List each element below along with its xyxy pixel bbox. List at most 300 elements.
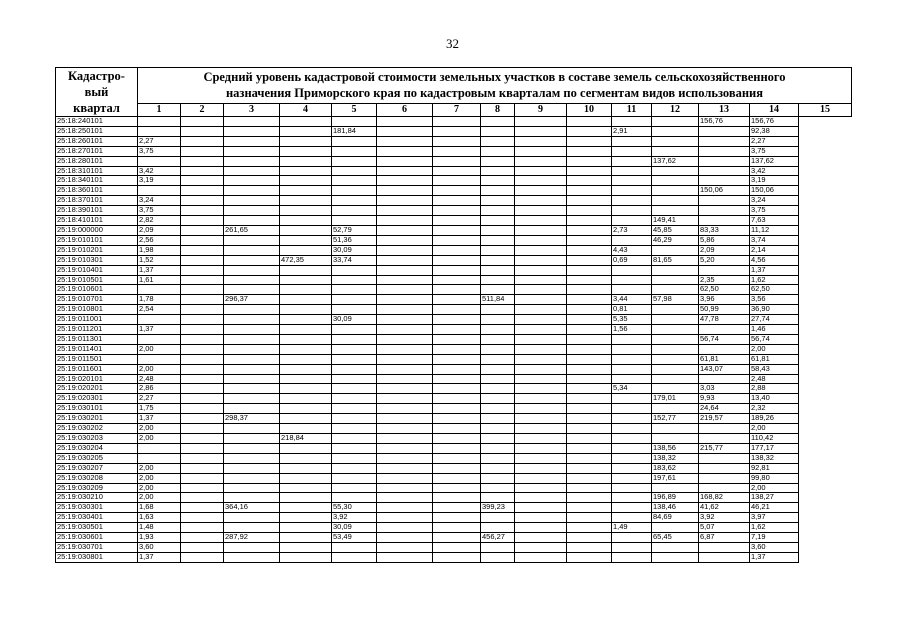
value-cell: 62,50: [750, 285, 799, 295]
value-cell: [332, 493, 377, 503]
value-cell: 2,86: [138, 384, 181, 394]
value-cell: [652, 275, 699, 285]
value-cell: [332, 186, 377, 196]
value-cell: [699, 473, 750, 483]
quarter-code-cell: 25:19:030401: [56, 513, 138, 523]
value-cell: 56,74: [750, 334, 799, 344]
value-cell: 0,69: [612, 255, 652, 265]
value-cell: [377, 552, 433, 562]
value-cell: [433, 443, 481, 453]
value-cell: [224, 275, 280, 285]
value-cell: [567, 384, 612, 394]
value-cell: [224, 255, 280, 265]
value-cell: [699, 463, 750, 473]
value-cell: [652, 245, 699, 255]
value-cell: [181, 334, 224, 344]
table-row: [56, 136, 852, 146]
value-cell: [567, 503, 612, 513]
value-cell: [433, 453, 481, 463]
value-cell: [567, 315, 612, 325]
value-cell: [481, 176, 515, 186]
value-cell: [481, 443, 515, 453]
value-cell: [612, 394, 652, 404]
value-cell: [481, 265, 515, 275]
value-cell: [433, 364, 481, 374]
value-cell: [433, 463, 481, 473]
value-cell: [612, 533, 652, 543]
value-cell: [280, 374, 332, 384]
value-cell: [332, 394, 377, 404]
value-cell: 9,93: [699, 394, 750, 404]
value-cell: [332, 344, 377, 354]
value-cell: [612, 503, 652, 513]
value-cell: [699, 166, 750, 176]
value-cell: 138,32: [652, 453, 699, 463]
value-cell: 456,27: [481, 533, 515, 543]
value-cell: [652, 523, 699, 533]
value-cell: [612, 542, 652, 552]
value-cell: 1,48: [138, 523, 181, 533]
quarter-code-cell: 25:19:030501: [56, 523, 138, 533]
value-cell: [332, 453, 377, 463]
value-cell: 3,19: [750, 176, 799, 186]
value-cell: [699, 325, 750, 335]
value-cell: 138,46: [652, 503, 699, 513]
value-cell: [280, 493, 332, 503]
value-cell: [567, 146, 612, 156]
value-cell: [481, 542, 515, 552]
table-row: [56, 542, 852, 552]
table-row: [56, 493, 852, 503]
value-cell: 56,74: [699, 334, 750, 344]
table-row: [56, 225, 852, 235]
quarter-code-cell: 25:19:030601: [56, 533, 138, 543]
value-cell: [612, 493, 652, 503]
value-cell: [515, 394, 567, 404]
value-cell: [515, 384, 567, 394]
value-cell: [181, 166, 224, 176]
value-cell: [612, 344, 652, 354]
value-cell: [224, 404, 280, 414]
column-number-1: 1: [138, 103, 181, 116]
value-cell: 183,62: [652, 463, 699, 473]
value-cell: [224, 245, 280, 255]
value-cell: [481, 414, 515, 424]
value-cell: 149,41: [652, 216, 699, 226]
value-cell: 298,37: [224, 414, 280, 424]
quarter-code-cell: 25:19:030201: [56, 414, 138, 424]
value-cell: 2,00: [138, 424, 181, 434]
value-cell: [433, 126, 481, 136]
value-cell: [377, 364, 433, 374]
value-cell: [332, 285, 377, 295]
value-cell: 2,00: [750, 483, 799, 493]
value-cell: [567, 245, 612, 255]
column-number-9: 9: [515, 103, 567, 116]
table-row: [56, 126, 852, 136]
value-cell: [332, 463, 377, 473]
quarter-code-cell: 25:19:030208: [56, 473, 138, 483]
quarter-code-cell: 25:19:011301: [56, 334, 138, 344]
value-cell: [481, 225, 515, 235]
value-cell: [224, 394, 280, 404]
value-cell: [567, 364, 612, 374]
value-cell: 11,12: [750, 225, 799, 235]
value-cell: [280, 245, 332, 255]
value-cell: [652, 126, 699, 136]
value-cell: [612, 146, 652, 156]
value-cell: [567, 443, 612, 453]
value-cell: 30,09: [332, 523, 377, 533]
column-number-6: 6: [377, 103, 433, 116]
value-cell: [181, 384, 224, 394]
quarter-code-cell: 25:19:010501: [56, 275, 138, 285]
value-cell: [280, 552, 332, 562]
value-cell: 2,54: [138, 305, 181, 315]
value-cell: [224, 305, 280, 315]
value-cell: 138,27: [750, 493, 799, 503]
table-row: [56, 513, 852, 523]
value-cell: [567, 295, 612, 305]
value-cell: [612, 414, 652, 424]
value-cell: 5,20: [699, 255, 750, 265]
quarter-code-cell: 25:19:030205: [56, 453, 138, 463]
value-cell: [481, 235, 515, 245]
value-cell: [515, 146, 567, 156]
value-cell: [515, 325, 567, 335]
value-cell: [612, 206, 652, 216]
table-row: [56, 245, 852, 255]
table-row: [56, 463, 852, 473]
value-cell: [652, 136, 699, 146]
cadastral-value-table: [55, 67, 852, 563]
value-cell: [699, 156, 750, 166]
value-cell: [224, 315, 280, 325]
value-cell: 1,52: [138, 255, 181, 265]
value-cell: 143,07: [699, 364, 750, 374]
value-cell: 50,99: [699, 305, 750, 315]
table-row: [56, 384, 852, 394]
value-cell: [567, 533, 612, 543]
value-cell: [280, 325, 332, 335]
value-cell: [567, 325, 612, 335]
column-number-14: 14: [750, 103, 799, 116]
table-row: [56, 394, 852, 404]
value-cell: [515, 225, 567, 235]
value-cell: 0,81: [612, 305, 652, 315]
value-cell: [377, 414, 433, 424]
value-cell: [515, 295, 567, 305]
value-cell: [612, 354, 652, 364]
table-row: [56, 216, 852, 226]
column-number-5: 5: [332, 103, 377, 116]
value-cell: 1,78: [138, 295, 181, 305]
value-cell: [433, 552, 481, 562]
table-row: [56, 235, 852, 245]
value-cell: [138, 453, 181, 463]
value-cell: [567, 196, 612, 206]
value-cell: [652, 404, 699, 414]
value-cell: 177,17: [750, 443, 799, 453]
value-cell: 58,43: [750, 364, 799, 374]
value-cell: [481, 473, 515, 483]
value-cell: [181, 305, 224, 315]
value-cell: [652, 344, 699, 354]
value-cell: [481, 364, 515, 374]
value-cell: [377, 275, 433, 285]
value-cell: [567, 424, 612, 434]
column-number-4: 4: [280, 103, 332, 116]
value-cell: [515, 176, 567, 186]
value-cell: 84,69: [652, 513, 699, 523]
value-cell: [481, 552, 515, 562]
value-cell: 2,82: [138, 216, 181, 226]
table-row: [56, 414, 852, 424]
value-cell: [377, 325, 433, 335]
value-cell: [567, 493, 612, 503]
value-cell: [567, 552, 612, 562]
value-cell: 138,56: [652, 443, 699, 453]
value-cell: 1,98: [138, 245, 181, 255]
value-cell: 33,74: [332, 255, 377, 265]
value-cell: [481, 334, 515, 344]
value-cell: [377, 136, 433, 146]
quarter-code-cell: 25:18:310101: [56, 166, 138, 176]
value-cell: [612, 453, 652, 463]
column-number-3: 3: [224, 103, 280, 116]
value-cell: 6,87: [699, 533, 750, 543]
value-cell: [567, 126, 612, 136]
value-cell: [567, 186, 612, 196]
value-cell: 46,29: [652, 235, 699, 245]
value-cell: 152,77: [652, 414, 699, 424]
value-cell: [224, 196, 280, 206]
value-cell: [332, 354, 377, 364]
value-cell: [280, 533, 332, 543]
value-cell: 2,88: [750, 384, 799, 394]
value-cell: [515, 503, 567, 513]
quarter-code-cell: 25:18:260101: [56, 136, 138, 146]
quarter-code-cell: 25:19:030301: [56, 503, 138, 513]
value-cell: [280, 295, 332, 305]
table-row: [56, 275, 852, 285]
value-cell: [612, 275, 652, 285]
value-cell: 30,09: [332, 315, 377, 325]
value-cell: [138, 443, 181, 453]
value-cell: [224, 265, 280, 275]
value-cell: [433, 265, 481, 275]
value-cell: [181, 552, 224, 562]
value-cell: 3,24: [750, 196, 799, 206]
value-cell: [377, 255, 433, 265]
value-cell: 179,01: [652, 394, 699, 404]
value-cell: 30,09: [332, 245, 377, 255]
value-cell: [699, 552, 750, 562]
value-cell: [567, 542, 612, 552]
value-cell: [567, 265, 612, 275]
value-cell: 110,42: [750, 434, 799, 444]
value-cell: [280, 166, 332, 176]
value-cell: [377, 235, 433, 245]
value-cell: [181, 117, 224, 127]
value-cell: [433, 334, 481, 344]
value-cell: 61,81: [699, 354, 750, 364]
value-cell: 1,37: [750, 552, 799, 562]
value-cell: [612, 513, 652, 523]
table-row: [56, 552, 852, 562]
value-cell: [699, 136, 750, 146]
value-cell: [481, 315, 515, 325]
value-cell: [224, 443, 280, 453]
value-cell: 287,92: [224, 533, 280, 543]
value-cell: [138, 156, 181, 166]
table-row: [56, 453, 852, 463]
value-cell: [515, 374, 567, 384]
value-cell: [280, 453, 332, 463]
value-cell: [377, 394, 433, 404]
value-cell: 3,19: [138, 176, 181, 186]
value-cell: 1,46: [750, 325, 799, 335]
value-cell: [280, 384, 332, 394]
value-cell: [280, 126, 332, 136]
value-cell: 92,81: [750, 463, 799, 473]
quarter-code-cell: 25:19:010601: [56, 285, 138, 295]
value-cell: [377, 404, 433, 414]
value-cell: [515, 315, 567, 325]
value-cell: 2,00: [750, 424, 799, 434]
value-cell: [280, 285, 332, 295]
value-cell: 62,50: [699, 285, 750, 295]
value-cell: [652, 206, 699, 216]
value-cell: [612, 166, 652, 176]
value-cell: [181, 493, 224, 503]
value-cell: 511,84: [481, 295, 515, 305]
value-cell: [515, 196, 567, 206]
value-cell: 156,76: [750, 117, 799, 127]
value-cell: [567, 483, 612, 493]
value-cell: 46,21: [750, 503, 799, 513]
value-cell: [612, 216, 652, 226]
value-cell: [515, 533, 567, 543]
value-cell: 1,61: [138, 275, 181, 285]
value-cell: [181, 513, 224, 523]
value-cell: [280, 473, 332, 483]
page-number: 32: [446, 36, 459, 51]
value-cell: [377, 146, 433, 156]
value-cell: 24,64: [699, 404, 750, 414]
value-cell: [652, 117, 699, 127]
value-cell: [280, 206, 332, 216]
value-cell: [332, 473, 377, 483]
value-cell: [224, 354, 280, 364]
value-cell: [181, 225, 224, 235]
value-cell: 1,37: [138, 265, 181, 275]
value-cell: [181, 245, 224, 255]
value-cell: [433, 275, 481, 285]
value-cell: 1,37: [138, 552, 181, 562]
value-cell: 92,38: [750, 126, 799, 136]
value-cell: 3,60: [750, 542, 799, 552]
value-cell: [481, 325, 515, 335]
value-cell: [377, 542, 433, 552]
value-cell: [652, 285, 699, 295]
value-cell: [224, 206, 280, 216]
value-cell: [332, 443, 377, 453]
value-cell: [224, 463, 280, 473]
column-number-15: 15: [799, 103, 852, 116]
value-cell: [224, 156, 280, 166]
value-cell: [377, 186, 433, 196]
value-cell: [699, 483, 750, 493]
value-cell: [332, 275, 377, 285]
value-cell: [433, 285, 481, 295]
table-body: [56, 117, 852, 563]
value-cell: 137,62: [652, 156, 699, 166]
value-cell: [515, 483, 567, 493]
value-cell: [612, 483, 652, 493]
value-cell: 1,37: [138, 414, 181, 424]
value-cell: [433, 483, 481, 493]
value-cell: [567, 453, 612, 463]
quarter-code-cell: 25:18:250101: [56, 126, 138, 136]
value-cell: [138, 126, 181, 136]
value-cell: [181, 176, 224, 186]
value-cell: [652, 542, 699, 552]
value-cell: [224, 552, 280, 562]
value-cell: [181, 265, 224, 275]
value-cell: [377, 196, 433, 206]
value-cell: [612, 374, 652, 384]
value-cell: [515, 364, 567, 374]
value-cell: 2,00: [138, 364, 181, 374]
value-cell: [481, 453, 515, 463]
value-cell: 4,43: [612, 245, 652, 255]
value-cell: 2,09: [138, 225, 181, 235]
value-cell: [181, 255, 224, 265]
value-cell: [481, 404, 515, 414]
value-cell: [481, 344, 515, 354]
value-cell: [224, 176, 280, 186]
value-cell: [515, 136, 567, 146]
value-cell: [377, 483, 433, 493]
value-cell: 2,09: [699, 245, 750, 255]
value-cell: [181, 404, 224, 414]
value-cell: 218,84: [280, 434, 332, 444]
value-cell: 3,56: [750, 295, 799, 305]
value-cell: [377, 424, 433, 434]
value-cell: [612, 196, 652, 206]
value-cell: [567, 354, 612, 364]
value-cell: [181, 424, 224, 434]
value-cell: [699, 344, 750, 354]
value-cell: [612, 186, 652, 196]
value-cell: [181, 374, 224, 384]
value-cell: 4,56: [750, 255, 799, 265]
value-cell: [515, 235, 567, 245]
value-cell: [481, 285, 515, 295]
value-cell: [612, 424, 652, 434]
value-cell: [433, 235, 481, 245]
value-cell: [138, 334, 181, 344]
column-number-10: 10: [567, 103, 612, 116]
value-cell: [652, 424, 699, 434]
table-row: [56, 364, 852, 374]
value-cell: 2,00: [138, 473, 181, 483]
value-cell: [515, 354, 567, 364]
table-row: [56, 473, 852, 483]
value-cell: [612, 443, 652, 453]
value-cell: [224, 285, 280, 295]
